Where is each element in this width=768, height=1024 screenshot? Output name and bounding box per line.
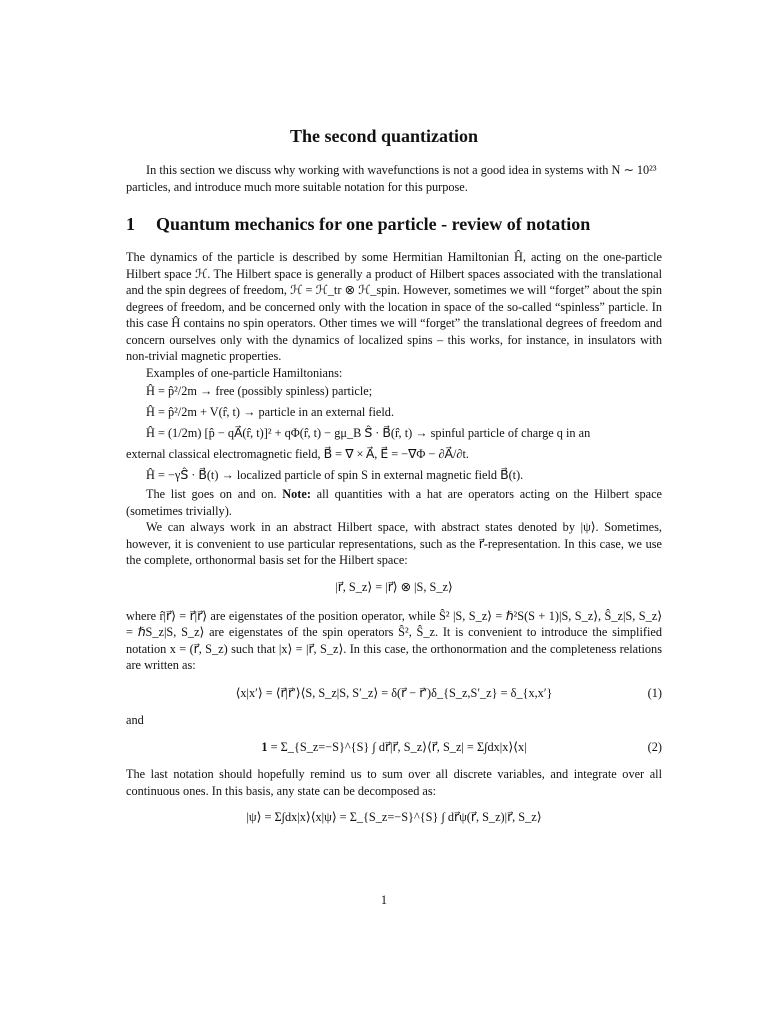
paragraph-decomposition: The last notation should hopefully remind us to sum over all discrete variables, and integrate over all continuous ones. In this basis, any state can be decomposed as: — [126, 767, 662, 798]
page-number: 1 — [380, 893, 388, 907]
section-heading — [126, 214, 590, 235]
examples-intro: Examples of one-particle Hamiltonians: — [146, 365, 343, 380]
section-title: Quantum mechanics for one particle - review of notation — [156, 214, 591, 234]
paragraph-representations: We can always work in an abstract Hilbert space, with abstract states denoted by |ψ⟩. Sometimes, however, it is convenient to use particular representations, such as the r⃗-representation. In this case, we use the complete, orthonormal basis set for the Hilbert space: — [126, 520, 662, 567]
equation-basis: |r⃗, S_z⟩ = |r⃗⟩ ⊗ |S, S_z⟩ — [335, 579, 453, 594]
example-free-particle: Ĥ = p̂²/2m → free (possibly spinless) particle; — [146, 384, 373, 398]
paragraph-eigenstates: where r̂|r⃗⟩ = r⃗|r⃗⟩ are eigenstates of the position operator, while Ŝ² |S, S_z⟩ = ℏ²S(S + 1)|S, S_z⟩, Ŝ_z|S, S_z⟩ = ℏS_z|S, S_z⟩ are eigenstates of the spin operators Ŝ², Ŝ_z. It is convenient to introduce the simplified notation x = (r⃗, S_z) such that |x⟩ = |r⃗, S_z⟩. In this case, the orthonormation and the completeness relations are written as: — [126, 608, 662, 672]
note-lead: The list goes on and on. — [146, 487, 277, 501]
equation-1-tag: (1) — [647, 685, 662, 700]
equation-2-body: = Σ_{S_z=−S}^{S} ∫ dr⃗|r⃗, S_z⟩⟨r⃗, S_z| = Σ∫dx|x⟩⟨x| — [267, 740, 527, 754]
paragraph-intro: The dynamics of the particle is described by some Hermitian Hamiltonian Ĥ, acting on the one-particle Hilbert space ℋ. The Hilbert space is generally a product of Hilbert spaces associated with the translational and the spin degrees of freedom, ℋ = ℋ_tr ⊗ ℋ_spin. However, sometimes we will “forget” about the spin degrees of freedom, and be concerned only with the location in space of the so-called “spinless” particle. In this case Ĥ contains no spin operators. Other times we will “forget” the translational degrees of freedom and concern ourselves only with the dynamics of localized spins – this works, for instance, in insulators with non-trivial magnetic properties. — [126, 250, 662, 363]
equation-2-identity: 1 — [261, 740, 268, 754]
example-external-field: Ĥ = p̂²/2m + V(r̂, t) → particle in an external field. — [146, 405, 395, 419]
page-title: The second quantization — [289, 126, 479, 146]
abstract: In this section we discuss why working with wavefunctions is not a good idea in systems with N ∼ 10²³ particles, and introduce much more suitable notation for this purpose. — [126, 163, 657, 194]
note-label: Note: — [282, 487, 311, 501]
section-number: 1 — [126, 214, 135, 234]
example-spinful-particle: Ĥ = (1/2m) [p̂ − qA⃗(r̂, t)]² + qΦ(r̂, t) − gμ_B Ŝ⃗ · B⃗(r̂, t) → spinful particle of charge q in an — [146, 426, 591, 440]
equation-1 — [126, 684, 662, 702]
equation-2 — [126, 738, 662, 756]
equation-2-tag: (2) — [647, 740, 662, 754]
note-text: all quantities with a hat are operators acting on the Hilbert space (sometimes trivially). — [126, 487, 663, 518]
equation-1-body: ⟨x|x′⟩ = ⟨r⃗|r⃗′⟩⟨S, S_z|S, S′_z⟩ = δ(r⃗ − r⃗′)δ_{S_z,S′_z} = δ_{x,x′} — [235, 685, 553, 700]
example-spinful-particle-continued: external classical electromagnetic field, B⃗ = ∇ × A⃗, E⃗ = −∇Φ − ∂A⃗/∂t. — [126, 447, 469, 461]
paragraph-note — [126, 486, 662, 519]
connector-and: and — [126, 712, 144, 727]
example-localized-spin: Ĥ = −γŜ⃗ · B⃗(t) → localized particle of spin S in external magnetic field B⃗(t). — [146, 468, 524, 482]
equation-3: |ψ⟩ = Σ∫dx|x⟩⟨x|ψ⟩ = Σ_{S_z=−S}^{S} ∫ dr⃗ψ(r⃗, S_z)|r⃗, S_z⟩ — [246, 810, 542, 824]
section-body — [126, 249, 662, 838]
